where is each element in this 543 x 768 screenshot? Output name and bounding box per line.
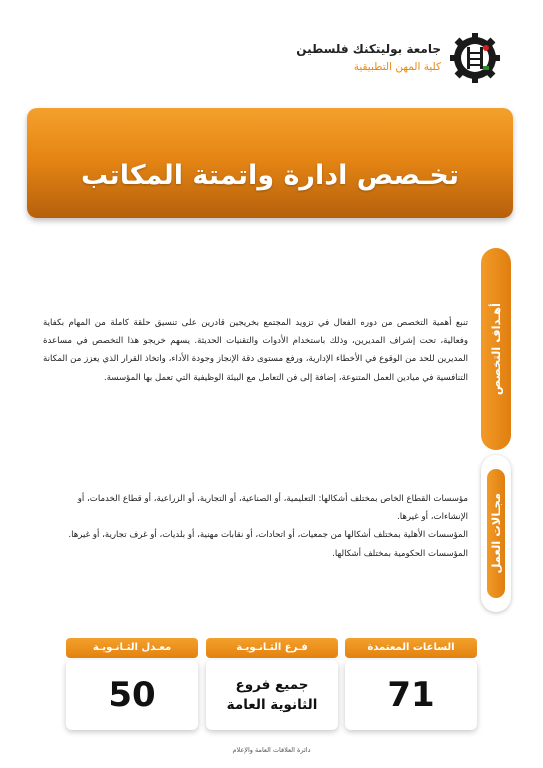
gear-emblem-icon [449, 32, 501, 84]
college-name: كلية المهن التطبيقية [353, 61, 441, 73]
fields-list [43, 490, 468, 563]
branch-value [227, 675, 318, 715]
footer-text: دائرة العلاقات العامة والإعلام [232, 746, 311, 754]
page-title: تخـصص ادارة واتمتة المكاتب [80, 160, 460, 191]
fields-side-bar [481, 455, 511, 612]
average-label: معـدل الثـانـويـة [66, 638, 198, 658]
branch-line-1: جميع فروع [235, 677, 309, 693]
branch-card [206, 638, 338, 730]
credit-hours-label: الساعات المعتمدة [345, 638, 477, 658]
average-box [66, 660, 198, 730]
branch-line-2: الثانوية العامة [226, 697, 318, 713]
fields-label: مجـالات العمل [489, 493, 503, 574]
list-item: مؤسسات القطاع الخاص بمختلف أشكالها: التعليمية، أو الصناعية، أو التجارية، أو الزراعية، أو قطاع الخدمات، أو الإنشاءات، أو غيرها. [77, 494, 468, 523]
header-logo-block [291, 30, 501, 90]
credit-hours-value: 71 [387, 675, 435, 715]
credit-hours-box [345, 660, 477, 730]
goals-label: أهـداف التخصص [489, 302, 503, 396]
branch-box [206, 660, 338, 730]
goals-paragraph: تنبع أهمية التخصص من دوره الفعال في تزويد المجتمع بخريجين قادرين على تنسيق حلقة كاملة من المهام بكفاية وفعالية، تحت إشراف المديرين، وذلك باستخدام الأدوات والتقنيات الحديثة. يسهم خريجو هذا التخصص في مساعدة المديرين للحد من الوقوع في الأخطاء الإدارية، ورفع مستوى دقة الإنجاز وجودة الأداء، واتخاذ القرار الذي يعزز من المكانة التنافسية في ميادين العمل المتنوعة، إضافة إلى فن التعامل مع البيئة الوظيفية التي تعمل بها المؤسسة. [43, 318, 468, 383]
university-name: جامعة بوليتكنك فلسطين [296, 42, 441, 56]
list-item: المؤسسات الأهلية بمختلف أشكالها من جمعيات، أو اتحادات، أو نقابات مهنية، أو بلديات، أو غرف تجارية، أو غيرها. [68, 530, 468, 541]
goals-side-bar [481, 248, 511, 450]
branch-label: فـرع الثـانـويـة [206, 638, 338, 658]
average-value: 50 [108, 675, 156, 715]
average-card [66, 638, 198, 730]
credit-hours-card [345, 638, 477, 730]
list-item: المؤسسات الحكومية بمختلف أشكالها. [332, 548, 468, 559]
